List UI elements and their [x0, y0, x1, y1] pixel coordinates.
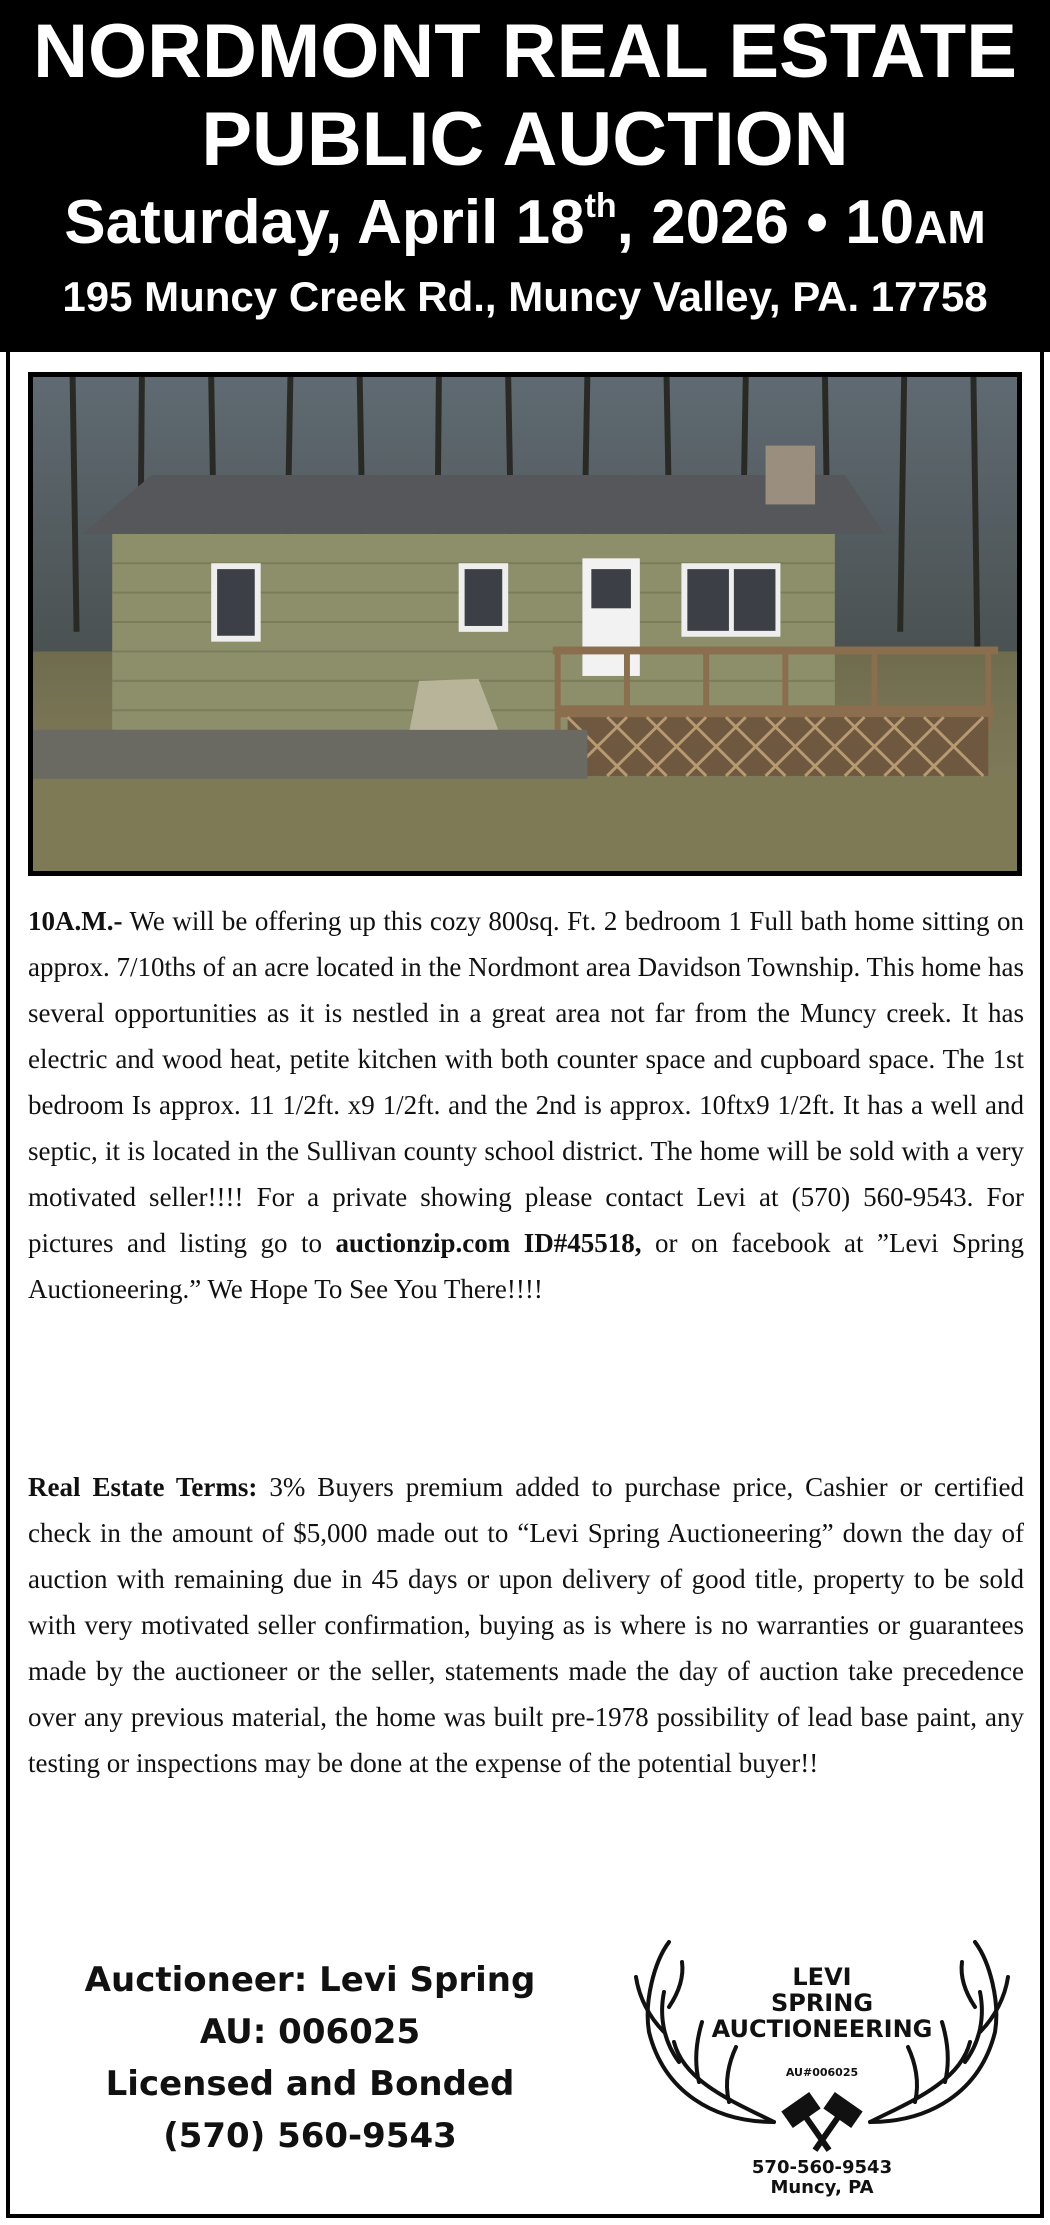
logo-city: Muncy, PA [770, 2177, 874, 2198]
logo-phone: 570-560-9543 [751, 2157, 893, 2178]
house-photo-icon [33, 377, 1017, 871]
header-date: Saturday, April 18th, 2026 • 10AM [64, 187, 986, 257]
logo-name-levi: LEVI [792, 1963, 852, 1991]
logo-name-spring: SPRING [770, 1989, 874, 2017]
header-subtitle: PUBLIC AUCTION [201, 97, 849, 182]
licensed-bonded: Licensed and Bonded [105, 2064, 515, 2104]
contact-phone: (570) 560-9543 [163, 2116, 457, 2156]
logo-license: AU#006025 [785, 2066, 859, 2079]
auctioneer-contact [30, 1954, 590, 2162]
house-photo [28, 372, 1022, 876]
header-title: NORDMONT REAL ESTATE [33, 9, 1017, 94]
header-banner [0, 0, 1050, 352]
auctioneer-logo [624, 1922, 1020, 2204]
header-address: 195 Muncy Creek Rd., Muncy Valley, PA. 17758 [62, 273, 988, 320]
real-estate-terms: Real Estate Terms: 3% Buyers premium added to purchase price, Cashier or certified check in the amount of $5,000 made out to “Levi Spring Auctioneering” down the day of auction with remaining due in 45 days or upon delivery of good title, property to be sold with very motivated seller confirmation, buying as is where is no warranties or guarantees made by the auctioneer or the seller, statements made the day of auction take precedence over any previous material, the home was built pre-1978 possibility of lead base paint, any testing or inspections may be done at the expense of the potential buyer!! [28, 1472, 1024, 1778]
logo-name-auctioneering: AUCTIONEERING [711, 2015, 933, 2043]
auctionzip-listing: auctionzip.com ID#45518, [335, 1228, 642, 1258]
auctioneer-name: Auctioneer: Levi Spring [84, 1960, 536, 2000]
property-description: 10A.M.- We will be offering up this cozy 800sq. Ft. 2 bedroom 1 Full bath home sitting on approx. 7/10ths of an acre located in the Nordmont area Davidson Township. This home has several opportunities as it is nestled in a great area not far from the Muncy creek. It has electric and wood heat, petite kitchen with both counter space and cupboard space. The 1st bedroom Is approx. 11 1/2ft. x9 1/2ft. and the 2nd is approx. 10ftx9 1/2ft. It has a well and septic, it is located in the Sullivan county school district. The home will be sold with a very motivated seller!!!! For a private showing please contact Levi at (570) 560-9543. For pictures and listing go to auctionzip.com ID#45518, or on facebook at ”Levi Spring Auctioneering.” We Hope To See You There!!!! [28, 906, 1025, 1304]
license-number: AU: 006025 [199, 2012, 421, 2052]
